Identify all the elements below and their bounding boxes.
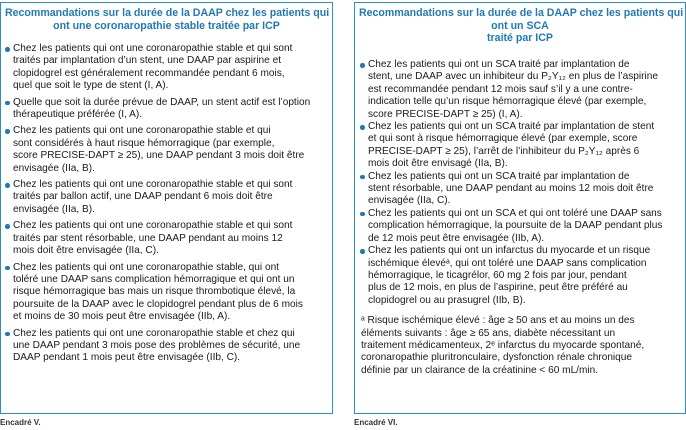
item-text-line: score PRECISE-DAPT ≥ 25), une DAAP pendant 3 mois doit être (13, 150, 305, 162)
title-line: traité par ICP (487, 32, 553, 44)
item-text-line: clopidogrel est généralement recommandée pendant 6 mois, (13, 67, 285, 79)
recommendation-box-stable (0, 2, 333, 414)
recommendation-item (4, 125, 328, 175)
item-text-line: sont considérés à haut risque hémorragique (par exemple, (13, 137, 275, 149)
bullet-dot-icon (5, 101, 10, 106)
bullet-dot-icon (360, 212, 365, 217)
bullet-dot-icon (5, 332, 10, 337)
item-text-line: de 12 mois peut être envisagée (IIb, A). (368, 232, 545, 244)
item-text-line: Chez les patients qui ont une coronaropathie stable et chez qui (13, 327, 295, 339)
bullet-dot-icon (360, 63, 365, 68)
recommendation-item (359, 59, 681, 121)
bullet-dot-icon (360, 125, 365, 130)
recommendation-box-sca (354, 2, 686, 414)
item-text-line: clopidogrel ou au prasugrel (IIb, B). (368, 294, 526, 306)
item-text-line: une DAAP pendant 3 mois pose des problèmes de sécurité, une (13, 339, 301, 351)
footnote-line: définie par un clairance de la créatinine < 60 mL/min. (361, 364, 599, 376)
item-text-line: risque hémorragique bas mais un risque thrombotique élevé, la (13, 286, 296, 298)
item-text-line: toléré une DAAP sans complication hémorragique et qui ont un (13, 273, 295, 285)
item-text-line: traités par implantation d’un stent, une DAAP par aspirine et (13, 55, 282, 67)
recommendation-item (4, 43, 328, 93)
footnote-line: coronaropathie pluritronculaire, dysfonction rénale chronique (361, 352, 633, 364)
item-text-line: Chez les patients qui ont un SCA et qui ont toléré une DAAP sans (368, 207, 662, 219)
bullet-dot-icon (5, 224, 10, 229)
bullet-list (4, 43, 332, 365)
item-text-line: Chez les patients qui ont une coronaropathie stable et qui sont (13, 43, 293, 54)
title-line: Recommandations sur la durée de la DAAP chez les patients qui (359, 7, 684, 19)
item-text-line: Chez les patients qui ont une coronaropathie stable et qui sont (13, 179, 293, 191)
item-text-line: quel que soit le type de stent (I, A). (13, 80, 169, 92)
item-text-line: mois doit être envisagé (IIa, B). (368, 158, 508, 170)
item-text-line: hémorragique, le ticagrélor, 60 mg 2 fois par jour, pendant (368, 269, 627, 281)
bullet-dot-icon (5, 266, 10, 271)
recommendation-item (4, 328, 328, 365)
recommendation-item (4, 179, 328, 216)
item-text-line: traités par ballon actif, une DAAP pendant 6 mois doit être (13, 191, 273, 203)
title-line: Recommandations sur la durée de la DAAP chez les patients qui (5, 7, 330, 19)
recommendation-item (359, 245, 681, 307)
bullet-dot-icon (360, 249, 365, 254)
item-text-line: et moins de 30 mois peut être envisagée (IIb, A). (13, 311, 231, 323)
item-text-line: thérapeutique préférée (I, A). (13, 109, 143, 121)
item-text-line: stent, une DAAP avec un inhibiteur du P₂Y₁₂ en plus de l’aspirine (368, 71, 658, 83)
item-text-line: et qui sont à risque hémorragique élevé (par exemple, score (368, 133, 638, 145)
bullet-list (359, 59, 685, 307)
footnote-line: ᵃ Risque ischémique élevé : âge ≥ 50 ans et au moins un des (361, 315, 635, 327)
item-text-line: complication hémorragique, la poursuite de la DAAP pendant plus (368, 220, 663, 232)
recommendation-item (359, 171, 681, 208)
item-text-line: plus de 12 mois, en plus de l’aspirine, peut être préféré au (368, 282, 628, 294)
item-text-line: Chez les patients qui ont une coronaropathie stable et qui (13, 125, 271, 137)
footnote-line: éléments suivants : âge ≥ 65 ans, diabète nécessitant un (361, 327, 616, 339)
item-text-line: indication telle qu’un risque hémorragique élevé (par exemple, (368, 96, 647, 108)
caption-encadre-vi: Encadré VI. (354, 418, 398, 427)
item-text-line: Quelle que soit la durée prévue de DAAP, un stent actif est l’option (13, 96, 311, 108)
footnote (361, 315, 681, 377)
item-text-line: traités par stent résorbable, une DAAP pendant au moins 12 (13, 232, 283, 244)
recommendation-item (4, 97, 328, 122)
item-text-line: envisagée (IIa, B). (13, 203, 95, 215)
item-text-line: stent résorbable, une DAAP pendant au moins 12 mois doit être (368, 183, 654, 195)
item-text-line: Chez les patients qui ont un SCA traité par implantation de stent (368, 121, 655, 133)
item-text-line: PRECISE-DAPT ≥ 25), l’arrêt de l’inhibiteur du P₂Y₁₂ après 6 (368, 145, 640, 157)
recommendation-item (4, 262, 328, 324)
title-line: ont un SCA (491, 19, 549, 32)
bullet-dot-icon (5, 47, 10, 52)
box-title (355, 3, 685, 47)
recommendation-item (4, 220, 328, 257)
footnote-line: traitement médicamenteux, 2ᵉ infarctus du myocarde spontané, (361, 339, 645, 351)
item-text-line: score PRECISE-DAPT ≥ 25) (I, A). (368, 108, 523, 120)
item-text-line: DAAP pendant 1 mois peut être envisagée (IIb, C). (13, 352, 241, 364)
bullet-dot-icon (5, 183, 10, 188)
item-text-line: Chez les patients qui ont une coronaropathie stable, qui ont (13, 261, 279, 273)
item-text-line: Chez les patients qui ont un SCA traité par implantation de (368, 170, 630, 182)
item-text-line: poursuite de la DAAP avec le clopidogrel pendant plus de 6 mois (13, 298, 303, 310)
item-text-line: envisagée (IIa, C). (368, 195, 451, 207)
item-text-line: est recommandée pendant 12 mois sauf s’il y a une contre- (368, 83, 633, 95)
item-text-line: ischémique élevéᵃ, qui ont toléré une DAAP sans complication (368, 257, 647, 269)
item-text-line: mois doit être envisagée (IIa, C). (13, 245, 159, 257)
recommendation-item (359, 208, 681, 245)
recommendation-item (359, 121, 681, 171)
caption-encadre-v: Encadré V. (0, 418, 41, 427)
item-text-line: Chez les patients qui ont un SCA traité par implantation de (368, 59, 630, 70)
box-title (1, 3, 332, 35)
item-text-line: Chez les patients qui ont une coronaropathie stable et qui sont (13, 220, 293, 232)
item-text-line: Chez les patients qui ont un infarctus du myocarde et un risque (368, 245, 651, 257)
bullet-dot-icon (5, 129, 10, 134)
title-line: ont une coronaropathie stable traitée par ICP (53, 19, 280, 32)
bullet-dot-icon (360, 175, 365, 180)
item-text-line: envisagée (IIa, B). (13, 162, 95, 174)
